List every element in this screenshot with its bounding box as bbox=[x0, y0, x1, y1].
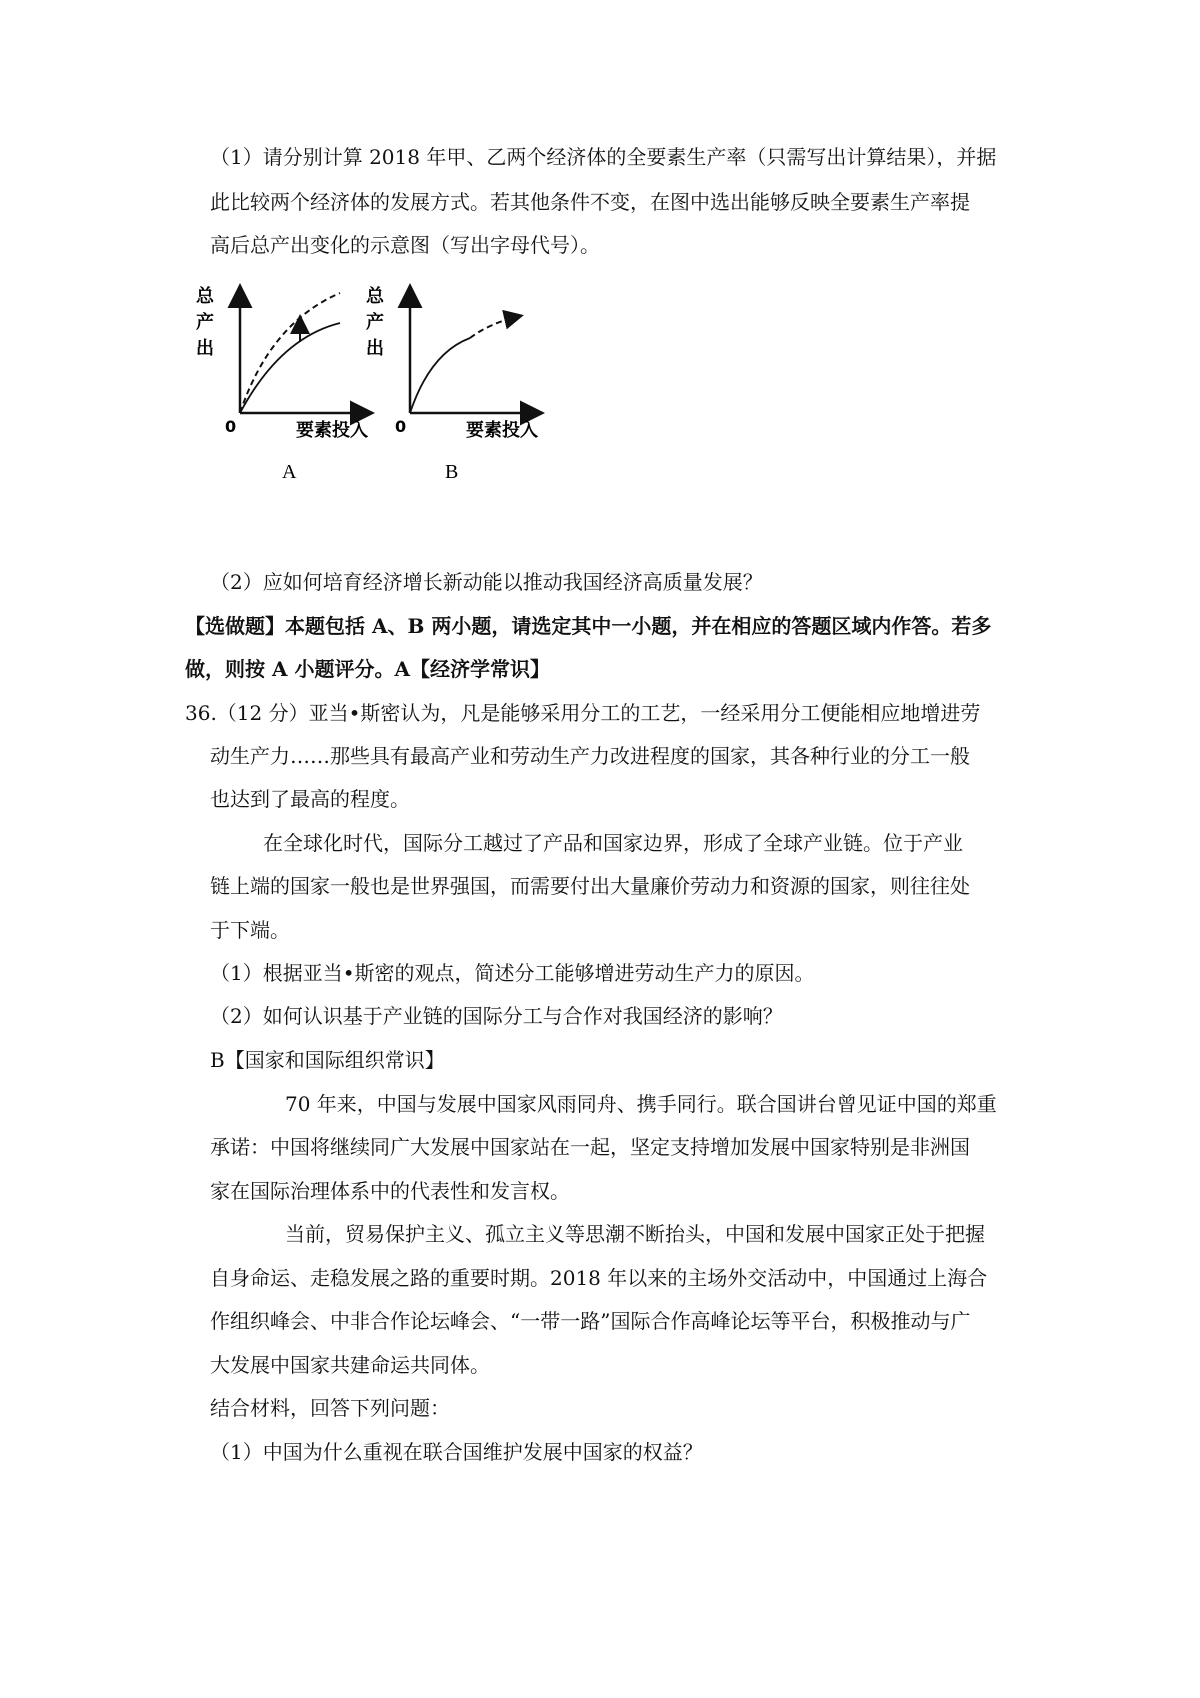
graph-a-shifted-curve bbox=[240, 293, 340, 413]
partb-para2-line2: 自身命运、走稳发展之路的重要时期。2018 年以来的主场外交活动中，中国通过上海合 bbox=[210, 1266, 988, 1290]
partb-question1: （1）中国为什么重视在联合国维护发展中国家的权益？ bbox=[210, 1440, 703, 1464]
graph-a-y-label-3: 出 bbox=[196, 338, 214, 359]
graph-b-caption: B bbox=[445, 461, 459, 483]
q35-part1-line1: （1）请分别计算 2018 年甲、乙两个经济体的全要素生产率（只需写出计算结果），并据 bbox=[210, 145, 997, 169]
q35-part1-line2: 此比较两个经济体的发展方式。若其他条件不变，在图中选出能够反映全要素生产率提 bbox=[210, 190, 970, 214]
graph-b bbox=[366, 285, 540, 483]
q36-intro-line1: 36.（12 分）亚当•斯密认为，凡是能够采用分工的工艺，一经采用分工便能相应地增进劳 bbox=[185, 701, 981, 725]
elective-heading-line1: 【选做题】本题包括 A、B 两小题，请选定其中一小题，并在相应的答题区域内作答。若多 bbox=[185, 614, 992, 638]
graph-a-origin: 0 bbox=[225, 417, 237, 436]
q36-para2-line3: 于下端。 bbox=[210, 918, 290, 942]
graph-a-original-curve bbox=[240, 323, 340, 413]
partb-para1-line2: 承诺：中国将继续同广大发展中国家站在一起，坚定支持增加发展中国家特别是非洲国 bbox=[210, 1135, 970, 1159]
partb-prompt: 结合材料，回答下列问题： bbox=[210, 1396, 450, 1420]
partb-heading: B【国家和国际组织常识】 bbox=[210, 1048, 445, 1072]
graph-b-solid-curve bbox=[410, 338, 470, 413]
graph-b-y-label-1: 总 bbox=[366, 286, 384, 307]
q36-para2-line2: 链上端的国家一般也是世界强国，而需要付出大量廉价劳动力和资源的国家，则往往处 bbox=[210, 874, 970, 898]
graph-a-y-label-1: 总 bbox=[196, 286, 214, 307]
q36-question1: （1）根据亚当•斯密的观点，简述分工能够增进劳动生产力的原因。 bbox=[210, 961, 815, 985]
partb-para2-line3: 作组织峰会、中非合作论坛峰会、“一带一路”国际合作高峰论坛等平台，积极推动与广 bbox=[210, 1309, 971, 1333]
q36-question2: （2）如何认识基于产业链的国际分工与合作对我国经济的影响？ bbox=[210, 1004, 783, 1028]
q35-part1-line3: 高后总产出变化的示意图（写出字母代号）。 bbox=[210, 233, 600, 257]
partb-para1-line1: 70 年来，中国与发展中国家风雨同舟、携手同行。联合国讲台曾见证中国的郑重 bbox=[285, 1092, 997, 1116]
partb-para2-line1: 当前，贸易保护主义、孤立主义等思潮不断抬头，中国和发展中国家正处于把握 bbox=[285, 1222, 985, 1246]
graph-b-y-label-3: 出 bbox=[366, 338, 384, 359]
graph-b-origin: 0 bbox=[395, 417, 407, 436]
output-input-figure bbox=[196, 286, 590, 518]
q36-intro-line3: 也达到了最高的程度。 bbox=[210, 787, 410, 811]
q36-intro-line2: 动生产力……那些具有最高产业和劳动生产力改进程度的国家，其各种行业的分工一般 bbox=[210, 744, 970, 768]
graph-b-x-label: 要素投入 bbox=[466, 420, 538, 441]
q36-para2-line1: 在全球化时代，国际分工越过了产品和国家边界，形成了全球产业链。位于产业 bbox=[263, 831, 963, 855]
graph-a bbox=[196, 285, 370, 483]
elective-heading-line2: 做，则按 A 小题评分。A【经济学常识】 bbox=[185, 657, 550, 681]
partb-para2-line4: 大发展中国家共建命运共同体。 bbox=[210, 1353, 490, 1377]
graph-b-y-label-2: 产 bbox=[366, 312, 384, 333]
q35-part2: （2）应如何培育经济增长新动能以推动我国经济高质量发展？ bbox=[210, 570, 763, 594]
graph-a-y-label-2: 产 bbox=[196, 312, 214, 333]
graph-a-x-label: 要素投入 bbox=[296, 420, 368, 441]
graph-b-dashed-extension bbox=[470, 316, 520, 338]
partb-para1-line3: 家在国际治理体系中的代表性和发言权。 bbox=[210, 1179, 570, 1203]
graph-a-caption: A bbox=[282, 461, 297, 483]
